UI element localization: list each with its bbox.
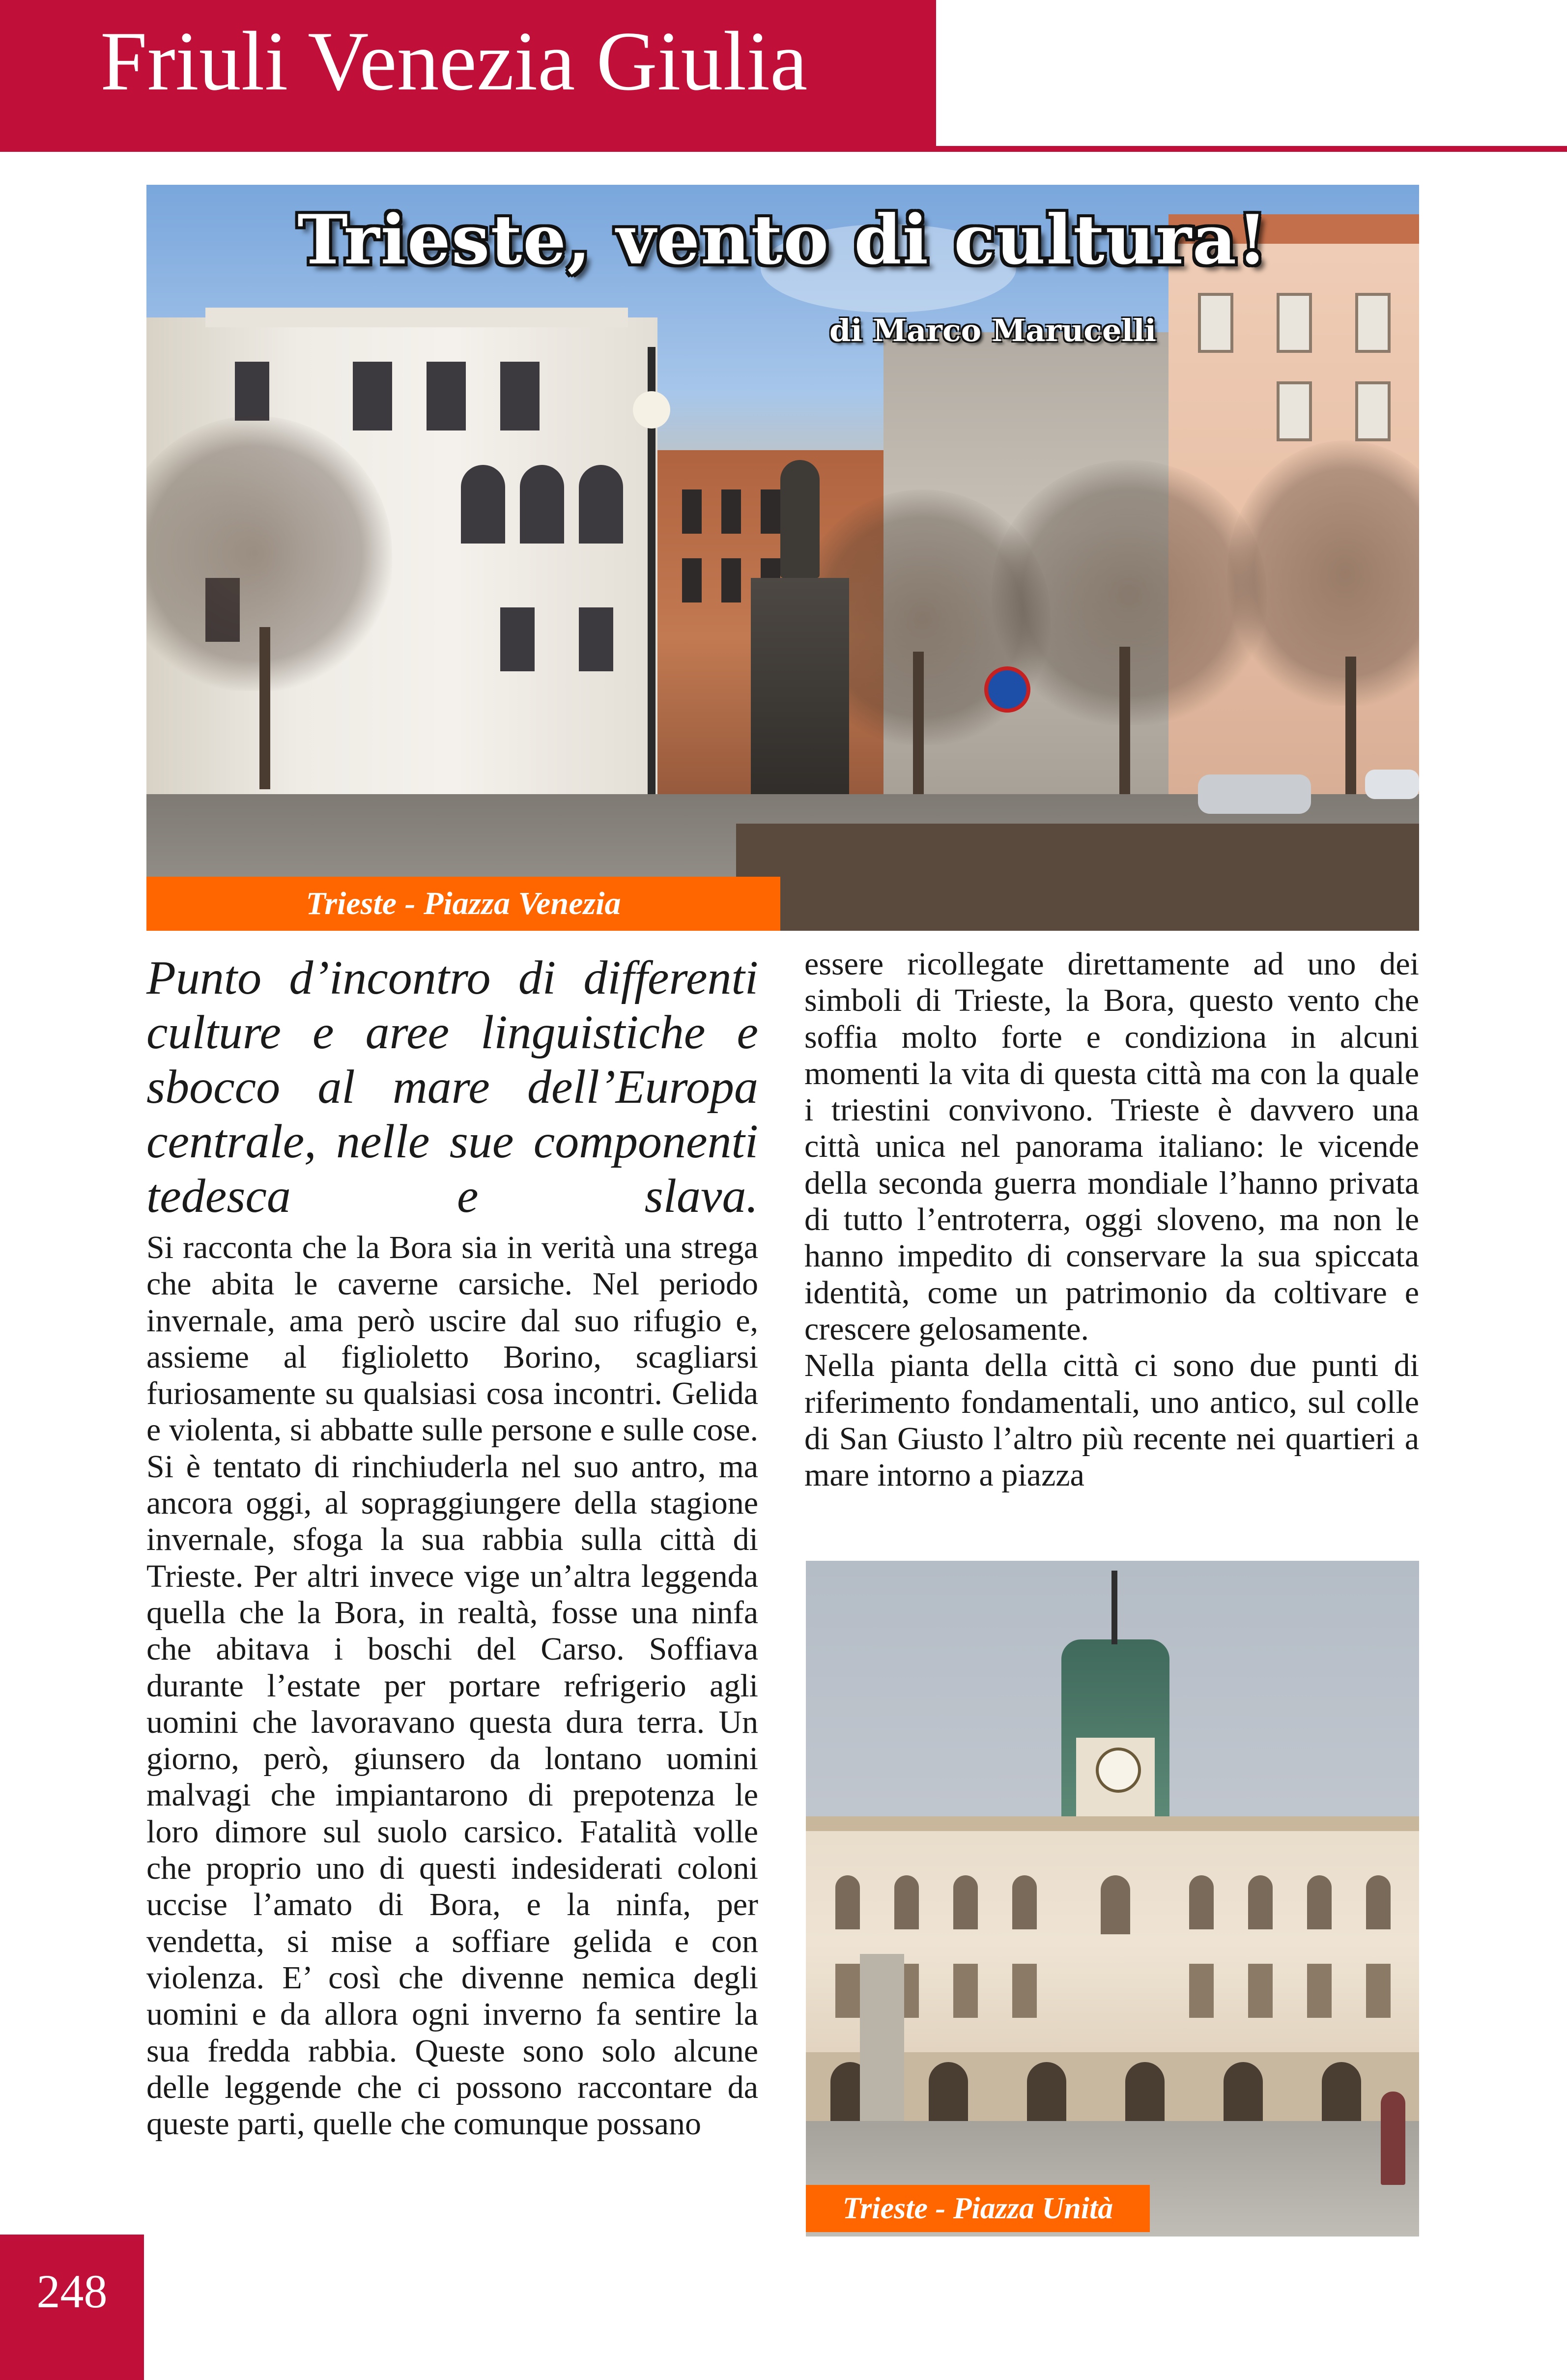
fountain	[860, 1954, 904, 2131]
body-column-left: Si racconta che la Bora sia in verità una strega che abita le caverne carsiche. Nel periodo invernale, ama però uscire dal suo rifugio e, assieme al figlioletto Borino, scagliarsi furiosamente su qualsiasi cosa incontri. Gelida e violenta, si abbatte sulle persone e sulle cose. Si è tentato di rinchiuderla nel suo antro, ma ancora oggi, al sopraggiungere della stagione invernale, sfoga la sua rabbia sulla città di Trieste. Per altri invece vige un’altra leggenda quella che la Bora, in realtà, fosse una ninfa che abitava i boschi del Carso. Soffiava durante l’estate per portare refrigerio agli uomini che lavoravano questa dura terra. Un giorno, però, giunsero da lontano uomini malvagi che impiantarono di prepotenza le loro dimore sul suolo carsico. Fatalità volle che proprio uno di questi indesiderati coloni uccise l’amato di Bora, e la ninfa, per vendetta, si mise a soffiare gelida e con violenza. E’ così che divenne nemica degli uomini e da allora ogni inverno fa sentire la sua fredda rabbia. Queste sono solo alcune delle leggende che ci possono raccontare da queste parti, quelle che comunque possano	[146, 1230, 758, 2142]
piazza-unita-photo	[806, 1561, 1419, 2237]
flagpole	[1111, 1571, 1117, 1644]
palace-roofline	[205, 308, 628, 327]
car	[1365, 770, 1419, 799]
person	[1381, 2092, 1405, 2185]
car	[1198, 774, 1311, 814]
header-band	[0, 0, 936, 152]
road-sign	[984, 666, 1030, 713]
region-title: Friuli Venezia Giulia	[100, 15, 808, 108]
article-title: Trieste, vento di cultura!	[297, 200, 1268, 280]
body-column-right	[804, 946, 1419, 1493]
hero-photo	[146, 185, 1419, 931]
body-paragraph: Nella pianta della città ci sono due punti di riferimento fondamentali, uno antico, sul colle di San Giusto l’altro più recente nei quartieri a mare intorno a piazza	[804, 1348, 1419, 1493]
intro-lead: Punto d’incontro di differenti culture e aree linguistiche e sbocco al mare dell’Europa centrale, nelle sue componenti tedesca e slava.	[146, 951, 758, 1223]
cornice	[806, 1816, 1419, 1831]
monument-statue	[780, 460, 820, 578]
article-byline: di Marco Marucelli	[829, 313, 1157, 348]
garden-bed	[736, 824, 1419, 931]
page-number: 248	[36, 2265, 108, 2318]
body-paragraph: essere ricollegate direttamente ad uno dei simboli di Trieste, la Bora, questo vento che soffia molto forte e condiziona in alcuni momenti la vita di questa città ma con la quale i triestini convivono. Trieste è davvero una città unica nel panorama italiano: le vicende della seconda guerra mondiale l’hanno privata di tutto l’entroterra, oggi sloveno, ma non le hanno impedito di conservare la sua spiccata identità, come un patrimonio da coltivare e crescere gelosamente.	[804, 946, 1419, 1347]
hero-caption: Trieste - Piazza Venezia	[146, 877, 780, 931]
monument-pedestal	[751, 578, 849, 814]
lamp	[633, 391, 670, 429]
header-rule	[936, 146, 1567, 152]
clock-face	[1096, 1748, 1141, 1793]
photo2-caption: Trieste - Piazza Unità	[806, 2185, 1150, 2232]
